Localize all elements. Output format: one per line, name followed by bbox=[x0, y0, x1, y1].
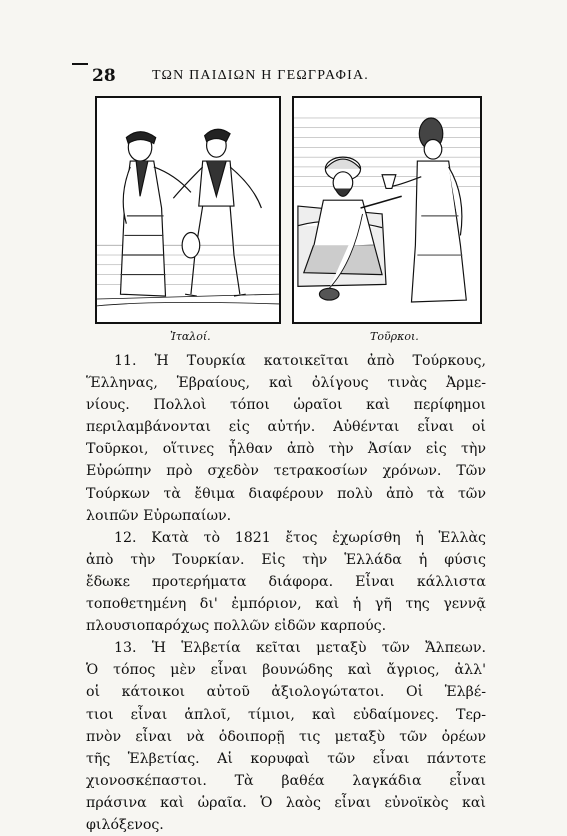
paragraph-12-line: ἔδωκε προτερήματα διάφορα. Εἶναι κάλλιστα bbox=[86, 573, 486, 590]
paragraph-13-line: Ὁ τόπος μὲν εἶναι βουνώδης καὶ ἄγριος, ἀλλ' bbox=[86, 662, 486, 679]
paragraph-12-line: πλουσιοπαρόχως πολλῶν εἰδῶν καρπούς. bbox=[86, 618, 387, 635]
italians-engraving bbox=[97, 98, 279, 322]
paragraph-11-line: Τούρκων τὰ ἔθιμα διαφέρουν πολὺ ἀπὸ τὰ τῶν bbox=[86, 485, 486, 502]
paragraph-11-line: περιλαμβάνονται εἰς αὐτήν. Αὐθένται εἶναι οἱ bbox=[86, 419, 486, 436]
paragraph-11-line: νίους. Πολλοὶ τόποι ὡραῖοι καὶ περίφημοι bbox=[86, 397, 486, 414]
caption-italians: Ἰταλοί. bbox=[170, 330, 211, 343]
paragraph-13-line: χιονοσκέπαστοι. Τὰ βαθέα λαγκάδια εἶναι bbox=[86, 772, 486, 789]
paragraph-13-line: φιλόξενος. bbox=[86, 816, 164, 833]
paragraph-13-line: οἱ κάτοικοι αὐτοῦ ἀξιολογώτατοι. Οἱ Ἑλβέ- bbox=[86, 684, 486, 701]
paragraph-11-line: Ἕλληνας, Ἑβραίους, καὶ ὀλίγους τινὰς Ἀρμε- bbox=[86, 375, 486, 392]
paragraph-13-line: πράσινα καὶ ὡραῖα. Ὁ λαὸς εἶναι εὐνοϊκὸς καὶ bbox=[86, 794, 486, 811]
paragraph-13-line: πνὸν εἶναι νὰ ὁδοιπορῇ τις μεταξὺ τῶν ὀρέων bbox=[86, 728, 486, 745]
page-number: 28 bbox=[92, 66, 116, 86]
caption-turks: Τοῦρκοι. bbox=[370, 330, 419, 343]
paragraph-12-line: 12. Κατὰ τὸ 1821 ἔτος ἐχωρίσθη ἡ Ἑλλὰς bbox=[114, 529, 486, 546]
paragraph-11-line: Εὐρώπην πρὸ σχεδὸν τετρακοσίων χρόνων. Τῶν bbox=[86, 463, 486, 480]
paragraph-12-line: τοποθετημένη δι' ἐμπόριον, καὶ ἡ γῆ της γεννᾷ bbox=[86, 596, 486, 613]
illustration-italians bbox=[95, 96, 281, 324]
paragraph-13-line: τιοι εἶναι ἁπλοῖ, τίμιοι, καὶ εὐδαίμονες. Τερ- bbox=[86, 706, 486, 723]
turks-engraving bbox=[294, 98, 480, 322]
margin-mark bbox=[72, 63, 88, 65]
illustration-turks bbox=[292, 96, 482, 324]
paragraph-11-line: λοιπῶν Εὐρωπαίων. bbox=[86, 507, 232, 524]
running-title: ΤΩΝ ΠΑΙΔΙΩΝ Η ΓΕΩΓΡΑΦΙΑ. bbox=[152, 68, 369, 83]
body-text bbox=[86, 350, 486, 836]
paragraph-13-line: τῆς Ἑλβετίας. Αἱ κορυφαὶ τῶν εἶναι πάντοτε bbox=[86, 750, 486, 767]
paragraph-11-line: 11. Ἡ Τουρκία κατοικεῖται ἀπὸ Τούρκους, bbox=[114, 353, 486, 369]
paragraph-13-line: 13. Ἡ Ἑλβετία κεῖται μεταξὺ τῶν Ἄλπεων. bbox=[114, 640, 486, 657]
page-header bbox=[92, 66, 512, 88]
paragraph-12-line: ἀπὸ τὴν Τουρκίαν. Εἰς τὴν Ἑλλάδα ἡ φύσις bbox=[86, 551, 486, 568]
paragraph-11-line: Τοῦρκοι, οἵτινες ἦλθαν ἀπὸ τὴν Ἀσίαν εἰς τὴν bbox=[86, 441, 486, 458]
